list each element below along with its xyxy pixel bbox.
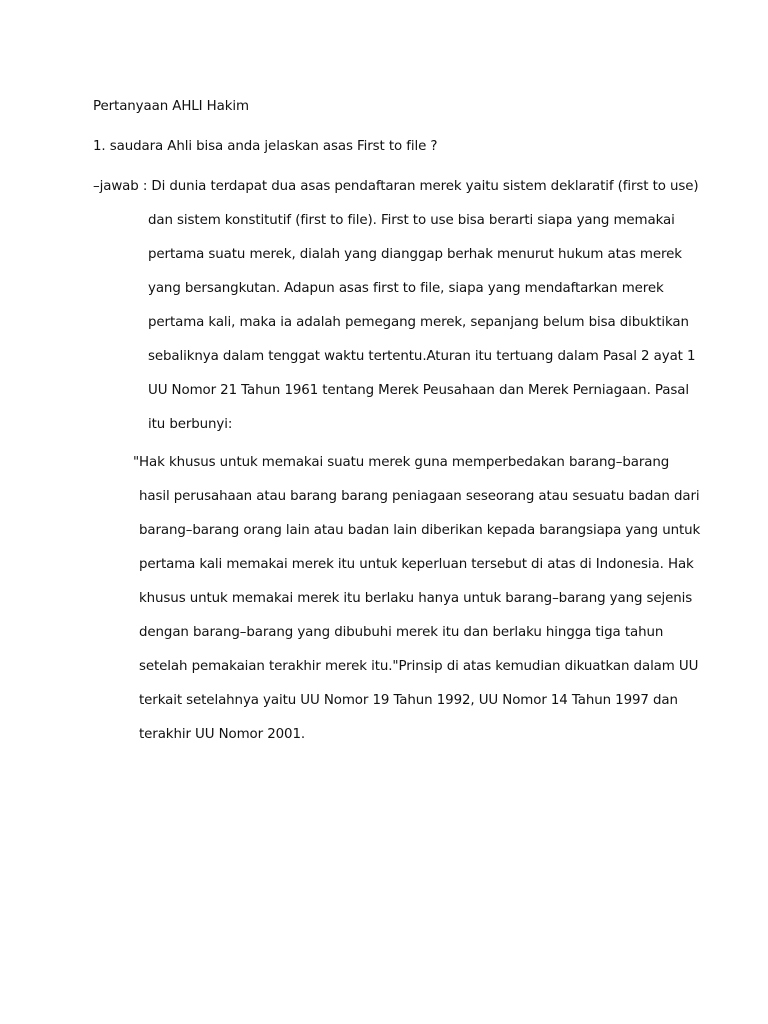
quote-line: setelah pemakaian terakhir merek itu."Prinsip di atas kemudian dikuatkan dalam UU — [139, 659, 699, 674]
quote-line: terakhir UU Nomor 2001. — [139, 727, 306, 742]
quote-line: hasil perusahaan atau barang barang peniagaan seseorang atau sesuatu badan dari — [139, 489, 700, 504]
quote-line: dengan barang–barang yang dibubuhi merek itu dan berlaku hingga tiga tahun — [139, 625, 664, 640]
answer-line: pertama kali, maka ia adalah pemegang merek, sepanjang belum bisa dibuktikan — [148, 315, 689, 330]
answer-line: sebaliknya dalam tenggat waktu tertentu.Aturan itu tertuang dalam Pasal 2 ayat 1 — [148, 349, 696, 364]
answer-line: dan sistem konstitutif (first to file). First to use bisa berarti siapa yang memakai — [148, 213, 675, 228]
quote-line: khusus untuk memakai merek itu berlaku hanya untuk barang–barang yang sejenis — [139, 591, 693, 606]
quote-line: terkait setelahnya yaitu UU Nomor 19 Tahun 1992, UU Nomor 14 Tahun 1997 dan — [139, 693, 678, 708]
quote-line: pertama kali memakai merek itu untuk keperluan tersebut di atas di Indonesia. Hak — [139, 557, 694, 572]
answer-line: yang bersangkutan. Adapun asas first to file, siapa yang mendaftarkan merek — [148, 281, 664, 296]
document-heading: Pertanyaan AHLI Hakim — [93, 99, 249, 114]
question-text: 1. saudara Ahli bisa anda jelaskan asas First to file ? — [93, 139, 438, 154]
answer-line: itu berbunyi: — [148, 417, 233, 432]
quote-line: barang–barang orang lain atau badan lain diberikan kepada barangsiapa yang untuk — [139, 523, 701, 538]
answer-line: –jawab : Di dunia terdapat dua asas pendaftaran merek yaitu sistem deklaratif (first to use) — [93, 179, 699, 194]
answer-line: pertama suatu merek, dialah yang dianggap berhak menurut hukum atas merek — [148, 247, 682, 262]
answer-line: UU Nomor 21 Tahun 1961 tentang Merek Peusahaan dan Merek Perniagaan. Pasal — [148, 383, 689, 398]
quote-line: "Hak khusus untuk memakai suatu merek guna memperbedakan barang–barang — [133, 455, 670, 470]
